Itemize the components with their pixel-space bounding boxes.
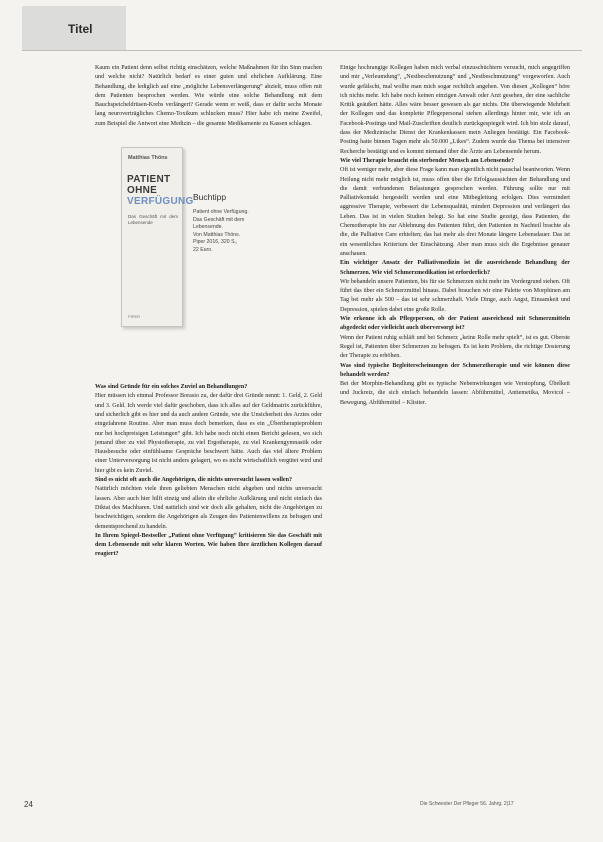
question-heading: Was sind Gründe für ein solches Zuviel an Behandlungen? <box>95 384 248 391</box>
book-cover-title-1: PATIENT <box>127 174 171 186</box>
booktip-line: Das Geschäft mit dem <box>193 216 245 223</box>
left-column <box>95 64 322 560</box>
intro-paragraph: Kaum ein Patient denn selbst richtig einschätzen, welche Maßnahmen für ihn Sinn machen und welche nicht? Natürlich bedarf es einer guten und ehrlichen Aufklärung. Eine Behandlung, die lediglich auf eine „mögliche Lebensverlängerung“ abzielt, muss offen mit dem Patienten besprochen werden. Wie würde eine solche Behandlung mit dem Bauchspeicheldrüsen-Krebs verlängert? Gerade wenn er weiß, dass er dafür sechs Monate lang neuroverträgliches Chemo-Toxikum schlucken muss? Hier habe ich meine Zweifel, zum Beispiel die Antwort eine Medizin – die gesamte Medikamente zu Kassen schlagen. <box>95 65 322 127</box>
book-cover-title <box>127 174 194 208</box>
book-cover-subtitle: Das Geschäft mit dem Lebensende <box>128 214 178 225</box>
answer-paragraph: Bei der Morphin-Behandlung gibt es typische Nebenwirkungen wie Verstopfung, Übelkeit und Juckreiz, die sich einfach behandeln lassen: Abführmittel, Antiemetika, Movicol – Bewegung, Abführmittel – Klistier. <box>340 381 570 406</box>
section-label: Titel <box>68 22 93 36</box>
book-cover-author: Matthias Thöns <box>128 155 168 162</box>
journal-footer: Die Schwester Der Pfleger 56. Jahrg. 2|17 <box>420 801 514 807</box>
question-heading: Sind es nicht oft auch die Angehörigen, die nichts unversucht lassen wollen? <box>95 477 293 484</box>
question-heading: In Ihrem Spiegel-Bestseller „Patient ohne Verfügung“ kritisieren Sie das Geschäft mit dem Lebensende mit sehr klaren Worten. Wie haben Ihre ärztlichen Kollegen darauf reagiert? <box>95 532 322 558</box>
question-heading: Was sind typische Begleiterscheinungen der Schmerztherapie und wie können diese behandelt werden? <box>340 362 570 378</box>
answer-paragraph: Einige hochrangige Kollegen haben mich verbal einzuschüchtern versucht, mich angegriffen und mir „Verleumdung“, „Nestbeschmutzung“ und „Nestbeschmutzung“ vorgeworfen. Auch wurde gefälscht, mal wollte man mich sogar rechtlich angehen. Von diesen „Kollegen“ höre ich nichts mehr. Ich habe noch keinen einzigen Anwalt oder Arzt gesehen, der eine sachliche Kritik geäußert hätte. Alles wäre besser gewesen als gar nichts. Die überwiegende Mehrheit der Kollegen und das komplette Pflegepersonal stehen allerdings hinter mir, wie ich an Facebook-Postings und Mail-Zuschriften deutlich zurückgespiegelt wird. Ich bin stolz darauf, dass der Medizinische Dienst der Krankenkassen mein Anliegen bestätigt. Ein Facebook-Posting hatte binnen Tagen mehr als 50.000 „Likes“. Zudem wurde das Thema bei intensiver Recherche bestätigt und es kommt niemand über die Ärzte am Lebensende herum. <box>340 65 570 155</box>
booktip-heading: Buchtipp <box>193 192 227 203</box>
book-cover-title-2: OHNE <box>127 185 158 197</box>
booktip-line: Von Matthias Thöns. <box>193 231 241 238</box>
question-heading: Ein wichtiger Ansatz der Palliativmedizin ist die ausreichende Behandlung der Schmerzen. Wie viel Schmerzmedikation ist erforderlich? <box>340 260 570 276</box>
question-heading: Wie erkenne ich als Pflegeperson, ob der Patient ausreichend mit Schmerzmitteln abgedeckt oder vielleicht auch überversorgt ist? <box>340 316 570 332</box>
book-cover-publisher: PIPER <box>128 314 141 320</box>
booktip-details <box>193 209 273 255</box>
answer-paragraph: Oft ist weniger mehr, aber diese Frage kann man eigentlich nicht pauschal beantworten. Wenn Heilung nicht mehr möglich ist, muss offen über die Erfolgsaussichten der Behandlung und die damit verbundenen Belastungen gesprochen werden. Führung sollte nur mit Palliativkontakt hergestellt werden und eine Mitbegleitung erfolgen. Dies vermindert aggressive Therapie, verbessert die Lebensqualität, mindert Depression und verlängert das Leben. Das ist in vielen Studien belegt. So hat eine Studie gezeigt, dass Patienten, die Chemotherapie bis zur Ablehnung des Patienten führt, den Patienten in Nachteil brachte als die, die Palliative Care erhielten; das hat mehr als drei Monate längere Lebensdauer. Das ist ein wesentliches Kriterium der Einschätzung. Aber man muss sich die Ergebnisse genauer anschauen. <box>340 167 570 257</box>
answer-paragraph: Hier müssen ich einmal Professor Borasio zu, der dafür drei Gründe nennt: 1. Geld, 2. Geld und 3. Geld. Ich werde viel dafür geschoben, dass ich alles auf der Geldmatrix zurückführe, und sicherlich gibt es hier und da auch andere Gründe, wie die Unsicherheit des Arztes oder eingefahrene Routine. Aber man muss doch bemerken, dass es ein „Übertherapieproblem nur bei hochpreisigen Leistungen“ gibt. Ich habe noch nicht einen Bericht gelesen, wo sich jemand über zu viel Physiotherapie, zu viel Ergotherapie, zu viel Krankengymnastik oder Hausbesuche oder einfühlsame Gespräche beschwert hätte. Auch das viel ältere Problem einer Unterversorgung ist nicht anders gelagert, wo es nicht wirtschaftlich vergütet wird und hier gibt es kein Zuviel. <box>95 393 322 474</box>
book-cover-title-3: VERFÜGUNG <box>127 196 194 208</box>
answer-paragraph: Natürlich möchten viele ihren geliebten Menschen nicht abgeben und nichts unversucht lassen. Aber auch hier hilft einzig und allein die ehrliche Aufklärung und nicht einfach das Diktat des Machbaren. Und natürlich sind wir doch alle gehalten, nicht die Angehörigen zu beschwichtigen, sondern die Angehörigen als Zeugen des Patientenwillens zu befragen und dementsprechend zu handeln. <box>95 486 322 530</box>
question-heading: Wie viel Therapie braucht ein sterbender Mensch am Lebensende? <box>340 157 515 164</box>
header-divider <box>22 50 582 51</box>
answer-paragraph: Wir behandeln unsere Patienten, bis für sie Schmerzen nicht mehr im Vordergrund stehen. Oft führt das über ein Schmerzmittel hinaus. Dabei brauchen wir eine Palette von Morphinen am Tag bei mehr als 500 – das ist sehr schmerzhaft. Viele Dinge, auch Angst, Einsamkeit und Depression, spielen dabei eine große Rolle. <box>340 278 570 313</box>
right-column <box>340 64 570 408</box>
booktip-box <box>95 139 322 371</box>
booktip-line: Piper 2016, 320 S., <box>193 239 238 246</box>
booktip-line: 22 Euro. <box>193 247 213 254</box>
page-number: 24 <box>24 800 33 809</box>
answer-paragraph: Wenn der Patient ruhig schläft und bei Schmerz „keine Rolle mehr spielt“, ist es gut. Oberste Regel ist, Patienten über Schmerzen zu befragen. Es ist kein Problem, die richtige Dosierung der Therapie zu erhöhen. <box>340 334 570 360</box>
book-cover <box>121 147 194 327</box>
booktip-line: Patient ohne Verfügung. <box>193 209 249 216</box>
booktip-line: Lebensende. <box>193 224 224 231</box>
